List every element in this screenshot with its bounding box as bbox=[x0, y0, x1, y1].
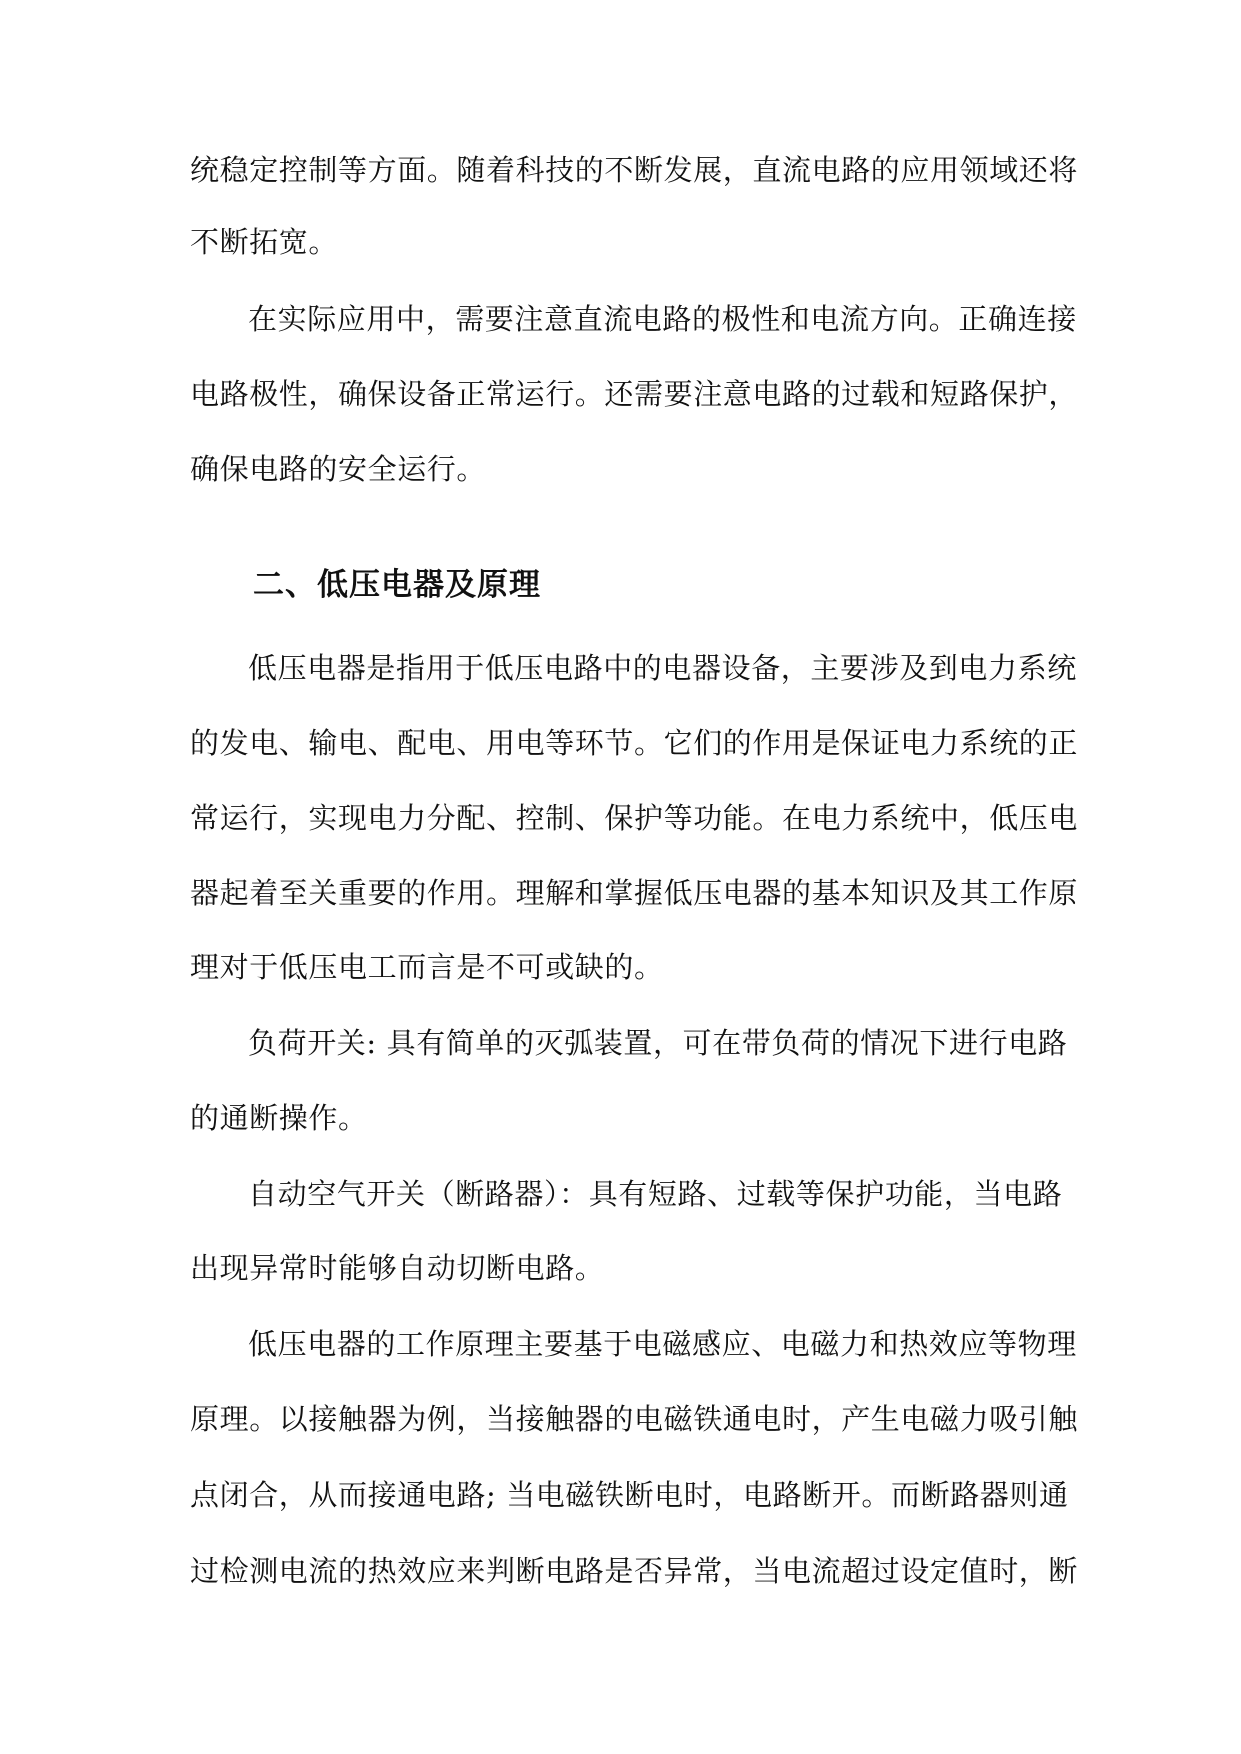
text-line: 统稳定控制等方面。随着科技的不断发展，直流电路的应用领域还将 bbox=[190, 153, 1079, 187]
text-line: 理对于低压电工而言是不可或缺的。 bbox=[190, 950, 664, 984]
text-line: 低压电器是指用于低压电路中的电器设备，主要涉及到电力系统 bbox=[248, 651, 1077, 685]
text-line: 原理。以接触器为例，当接触器的电磁铁通电时，产生电磁力吸引触 bbox=[190, 1402, 1079, 1436]
text-line: 不断拓宽。 bbox=[190, 225, 339, 259]
text-line: 在实际应用中，需要注意直流电路的极性和电流方向。正确连接 bbox=[248, 302, 1077, 336]
text-line: 确保电路的安全运行。 bbox=[190, 452, 487, 486]
text-line: 常运行，实现电力分配、控制、保护等功能。在电力系统中，低压电 bbox=[190, 801, 1079, 835]
text-line: 的通断操作。 bbox=[190, 1101, 368, 1135]
text-line: 的发电、输电、配电、用电等环节。它们的作用是保证电力系统的正 bbox=[190, 726, 1079, 760]
text-line: 电路极性，确保设备正常运行。还需要注意电路的过载和短路保护， bbox=[190, 377, 1079, 411]
text-line: 器起着至关重要的作用。理解和掌握低压电器的基本知识及其工作原 bbox=[190, 876, 1079, 910]
section-heading: 二、低压电器及原理 bbox=[253, 567, 541, 603]
text-line: 低压电器的工作原理主要基于电磁感应、电磁力和热效应等物理 bbox=[248, 1327, 1077, 1361]
text-line: 点闭合，从而接通电路; 当电磁铁断电时，电路断开。而断路器则通 bbox=[190, 1478, 1069, 1512]
text-line: 自动空气开关（断路器）：具有短路、过载等保护功能，当电路 bbox=[248, 1177, 1063, 1211]
text-line: 负荷开关: 具有简单的灭弧装置，可在带负荷的情况下进行电路 bbox=[248, 1026, 1068, 1060]
text-line: 出现异常时能够自动切断电路。 bbox=[190, 1251, 605, 1285]
text-line: 过检测电流的热效应来判断电路是否异常，当电流超过设定值时，断 bbox=[190, 1554, 1079, 1588]
